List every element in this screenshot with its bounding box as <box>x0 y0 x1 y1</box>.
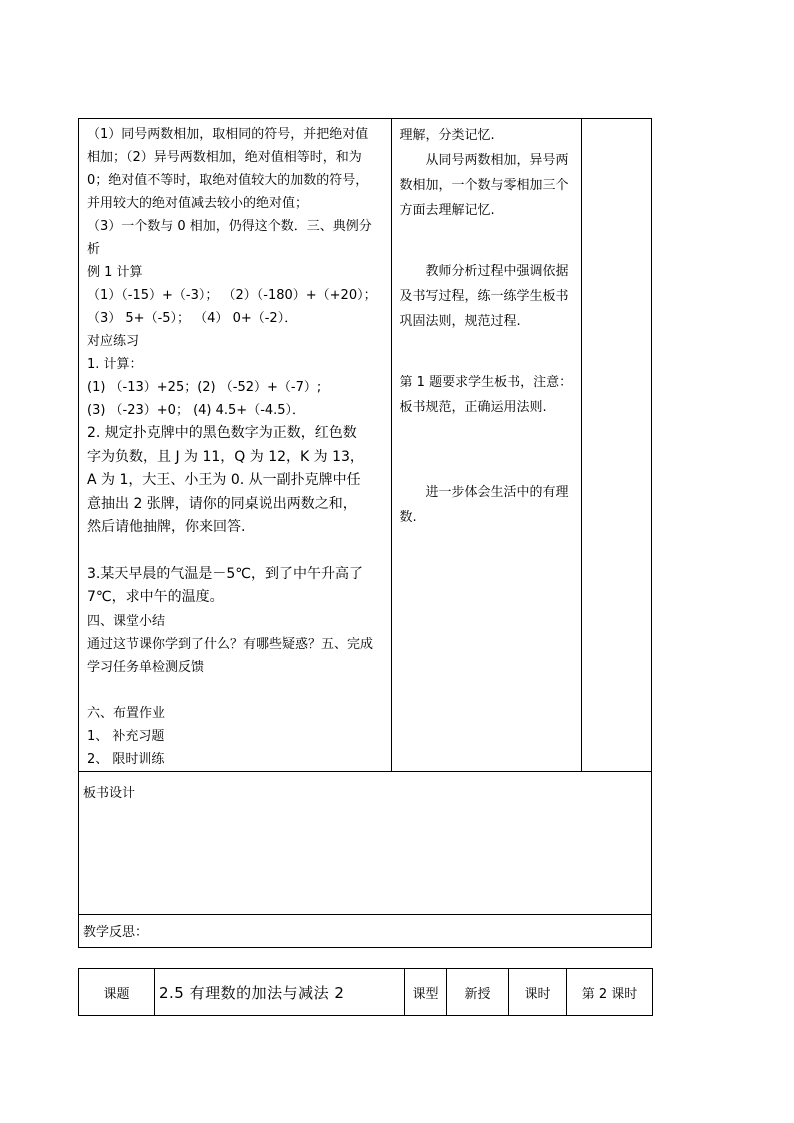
intent-line: 数相加，一个数与零相加三个 <box>399 178 569 193</box>
type-value: 新授 <box>447 969 509 1016</box>
content-line: （3） 5+（-5）； （4） 0+（-2）． <box>87 311 298 326</box>
intent-line: 教师分析过程中强调依据 <box>425 264 569 279</box>
content-line: (3) （-23）+0； (4) 4.5+（-4.5）． <box>87 403 306 418</box>
content-line: 并用较大的绝对值减去较小的绝对值； <box>87 196 309 211</box>
intent-line: 进一步体会生活中的有理 <box>425 485 569 500</box>
board-design-cell <box>79 771 652 914</box>
content-line: （1）同号两数相加，取相同的符号，并把绝对值 <box>87 127 369 142</box>
content-line: 学习任务单检测反馈 <box>87 659 205 675</box>
reflection-label: 教学反思： <box>83 924 149 940</box>
period-value: 第 2 课时 <box>567 969 653 1016</box>
content-line: （1）（-15）+（-3）； （2）（-180）+（+20）； <box>87 288 377 303</box>
period-label: 课时 <box>509 969 567 1016</box>
content-line: 通过这节课你学到了什么？有哪些疑惑？五、完成 <box>87 636 374 652</box>
content-line: 意抽出 2 张牌，请你的同桌说出两数之和， <box>87 495 357 512</box>
content-line: 0；绝对值不等时，取绝对值较大的加数的符号， <box>87 173 369 188</box>
intent-line: 方面去理解记忆. <box>399 203 495 218</box>
content-line: 相加；（2）异号两数相加，绝对值相等时，和为 <box>87 150 362 165</box>
content-line: (1) （-13）+25；(2) （-52）+（-7）; <box>87 380 322 395</box>
content-line: A 为 1，大王、小王为 0. 从一副扑克牌中任 <box>87 472 361 488</box>
type-label: 课型 <box>405 969 447 1016</box>
intent-line: 及书写过程，练一练学生板书 <box>399 289 569 304</box>
content-line: 析 <box>87 242 101 257</box>
content-line: 1、 补充习题 <box>87 728 165 744</box>
intent-line: 从同号两数相加，异号两 <box>425 153 569 168</box>
content-line: 四、课堂小结 <box>87 613 166 629</box>
reflection-cell <box>79 914 652 947</box>
content-line: 3.某天早晨的气温是－5℃，到了中午升高了 <box>87 565 363 582</box>
lesson-plan-table <box>78 118 652 948</box>
content-line: 然后请他抽牌，你来回答. <box>87 519 246 535</box>
content-line: 2. 规定扑克牌中的黑色数字为正数，红色数 <box>87 425 357 441</box>
teaching-content-cell <box>79 119 392 772</box>
teaching-intent-cell <box>391 119 581 772</box>
lesson-info-table <box>78 968 653 1016</box>
content-line: 7℃，求中午的温度。 <box>87 589 224 605</box>
topic-value: 2.5 有理数的加法与减法 2 <box>155 969 405 1016</box>
intent-line: 板书规范，正确运用法则. <box>399 400 547 415</box>
intent-line: 数. <box>399 510 417 525</box>
content-line: 例 1 计算 <box>87 265 143 280</box>
intent-line: 第 1 题要求学生板书，注意： <box>399 375 573 390</box>
board-design-label: 板书设计 <box>83 785 136 801</box>
intent-line: 巩固法则，规范过程. <box>399 314 521 329</box>
topic-label: 课题 <box>79 969 155 1016</box>
content-line: 六、布置作业 <box>87 705 166 721</box>
content-line: 2、 限时训练 <box>87 751 165 767</box>
intent-line: 理解，分类记忆. <box>399 128 495 143</box>
content-line: 1. 计算： <box>87 357 143 372</box>
content-line: 对应练习 <box>87 334 140 349</box>
empty-notes-cell <box>581 119 651 772</box>
content-line: 字为负数，且 J 为 11，Q 为 12，K 为 13， <box>87 448 364 465</box>
content-line: （3）一个数与 0 相加，仍得这个数．三、典例分 <box>87 219 372 234</box>
